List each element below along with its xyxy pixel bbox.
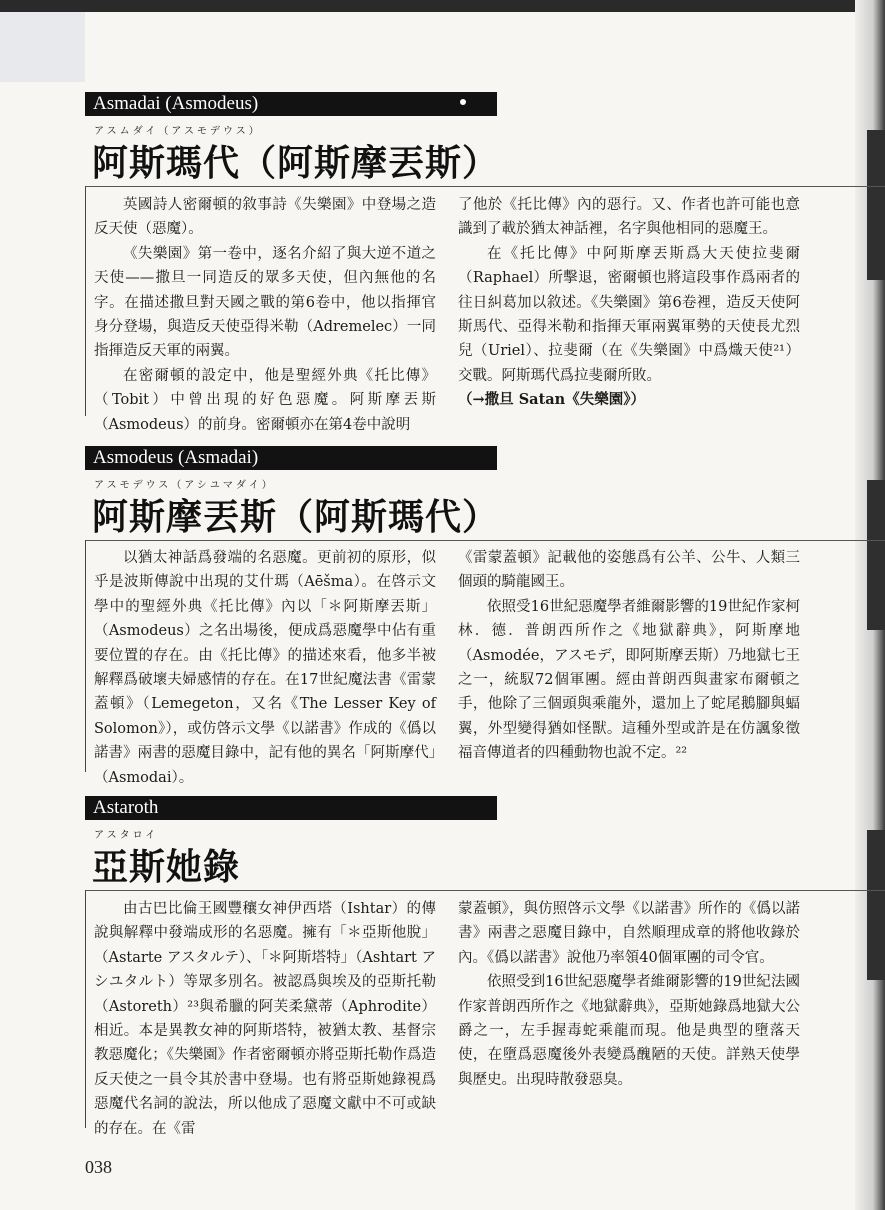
paragraph: 蒙蓋頓》，與仿照啓示文學《以諾書》所作的《僞以諾書》兩書之惡魔目錄中，自然順理成章的將他收錄於內。《僞以諾書》說他乃率領40個軍團的司令官。 (458, 901, 800, 966)
thumb-tab (867, 130, 885, 280)
paragraph: 依照受到16世紀惡魔學者維爾影響的19世紀法國作家普朗西所作之《地獄辭典》，亞斯她錄爲地獄大公爵之一，左手握毒蛇乘龍而現。他是典型的墮落天使，在墮爲惡魔後外表變爲醜陋的天使。詳熟天使學與歷史。出現時散發惡臭。 (458, 974, 800, 1088)
entry-headline: 阿斯瑪代（阿斯摩丟斯） (92, 143, 500, 184)
paragraph: 以猶太神話爲發端的名惡魔。更前初的原形，似乎是波斯傳說中出現的艾什瑪（Aēšma）。在啓示文學中的聖經外典《托比傳》內以「＊阿斯摩丟斯」（Asmodeus）之名出場後，便成爲惡魔學中佔有重要位置的存在。由《托比傳》的描述來看，他多半被解釋爲破壞夫婦感情的存在。在17世紀魔法書《雷蒙蓋頓》（Lemegeton，又名《The Lesser Key of Solomon》），或仿啓示文學《以諾書》作成的《僞以諾書》兩書的惡魔目錄中，記有他的異名「阿斯摩代」（Asmodai）。 (94, 550, 436, 786)
page-top-edge (0, 0, 885, 12)
header-rule (85, 540, 885, 541)
corner-shade (0, 12, 85, 82)
entry-headline: 亞斯她錄 (92, 847, 241, 888)
paragraph: 在密爾頓的設定中，他是聖經外典《托比傳》（Tobit）中曾出現的好色惡魔。阿斯摩丟斯（Asmodeus）的前身。密爾頓亦在第4卷中說明 (94, 367, 436, 433)
bar-dot-icon (460, 99, 466, 105)
column-border (85, 540, 86, 772)
thumb-tab (867, 830, 885, 980)
right-column (458, 897, 800, 1092)
header-rule (85, 186, 885, 187)
paragraph: 《雷蒙蓋頓》記載他的姿態爲有公羊、公牛、人類三個頭的騎龍國王。 (458, 550, 800, 591)
paragraph: 依照受16世紀惡魔學者維爾影響的19世紀作家柯林．德．普朗西所作之《地獄辭典》，阿斯摩地（Asmodée，アスモデ，即阿斯摩丟斯）乃地獄七王之一，統馭72個軍團。經由普朗西與畫家布爾頓之手，他除了三個頭與乘龍外，還加上了蛇尾鵝腳與蝠翼，外型變得猶如怪獸。這種外型或許是在仿諷象徵福音傳道者的四種動物也說不定。²² (458, 598, 800, 762)
column-border (85, 186, 86, 416)
left-column (94, 546, 436, 790)
page-number: 038 (85, 1157, 112, 1177)
right-column (458, 546, 800, 766)
right-column (458, 193, 800, 413)
paragraph: 在《托比傳》中阿斯摩丟斯爲大天使拉斐爾（Raphael）所擊退，密爾頓也將這段事作爲兩者的往日糾葛加以敘述。《失樂園》第6卷裡，造反天使阿斯馬代、亞得米勒和指揮天軍兩翼軍勢的天使長尤烈兒（Uriel）、拉斐爾（在《失樂園》中爲熾天使²¹）交戰。阿斯瑪代爲拉斐爾所敗。 (458, 245, 800, 384)
left-column (94, 193, 436, 437)
paragraph: 《失樂園》第一卷中，逐名介紹了與大逆不道之天使——撒旦一同造反的眾多天使，但內無他的名字。在描述撒旦對天國之戰的第6卷中，他以指揮官身分登場，與造反天使亞得米勒（Adremelec）一同指揮造反天軍的兩翼。 (94, 245, 436, 360)
paragraph: 由古巴比倫王國豐穰女神伊西塔（Ishtar）的傳說與解釋中發端成形的名惡魔。擁有「＊亞斯他脫」（Astarte アスタルテ）、「＊阿斯塔特」（Ashtart アシユタルト）等眾多別名。被認爲與埃及的亞斯托勒（Astoreth）²³與希臘的阿芙柔黛蒂（Aphrodite）相近。本是異教女神的阿斯塔特，被猶太教、基督宗教惡魔化；《失樂園》作者密爾頓亦將亞斯托勒作爲造反天使之一員令其於書中登場。也有將亞斯她錄視爲惡魔代名詞的說法，所以他成了惡魔文獻中不可或缺的存在。在《雷 (94, 901, 436, 1137)
entry-title-bar: Asmadai (Asmodeus) (85, 92, 497, 116)
entry-title-bar: Asmodeus (Asmadai) (85, 446, 497, 470)
entry-kana: アスタロイ (94, 830, 159, 841)
cross-reference: （→撒旦 Satan《失樂園》） (458, 391, 645, 409)
column-border (85, 890, 86, 1128)
entry-headline: 阿斯摩丟斯（阿斯瑪代） (92, 497, 500, 538)
entry-title-bar: Astaroth (85, 796, 497, 820)
header-rule (85, 890, 885, 891)
paragraph: 英國詩人密爾頓的敘事詩《失樂園》中登場之造反天使（惡魔）。 (94, 197, 436, 238)
left-column (94, 897, 436, 1141)
paragraph: 了他於《托比傳》內的惡行。又、作者也許可能也意識到了載於猶太神話裡，名字與他相同的惡魔王。 (458, 197, 800, 238)
thumb-tab (867, 480, 885, 630)
entry-kana: アスムダイ（アスモデウス） (94, 126, 262, 137)
entry-kana: アスモデウス（アシユマダイ） (94, 480, 275, 491)
